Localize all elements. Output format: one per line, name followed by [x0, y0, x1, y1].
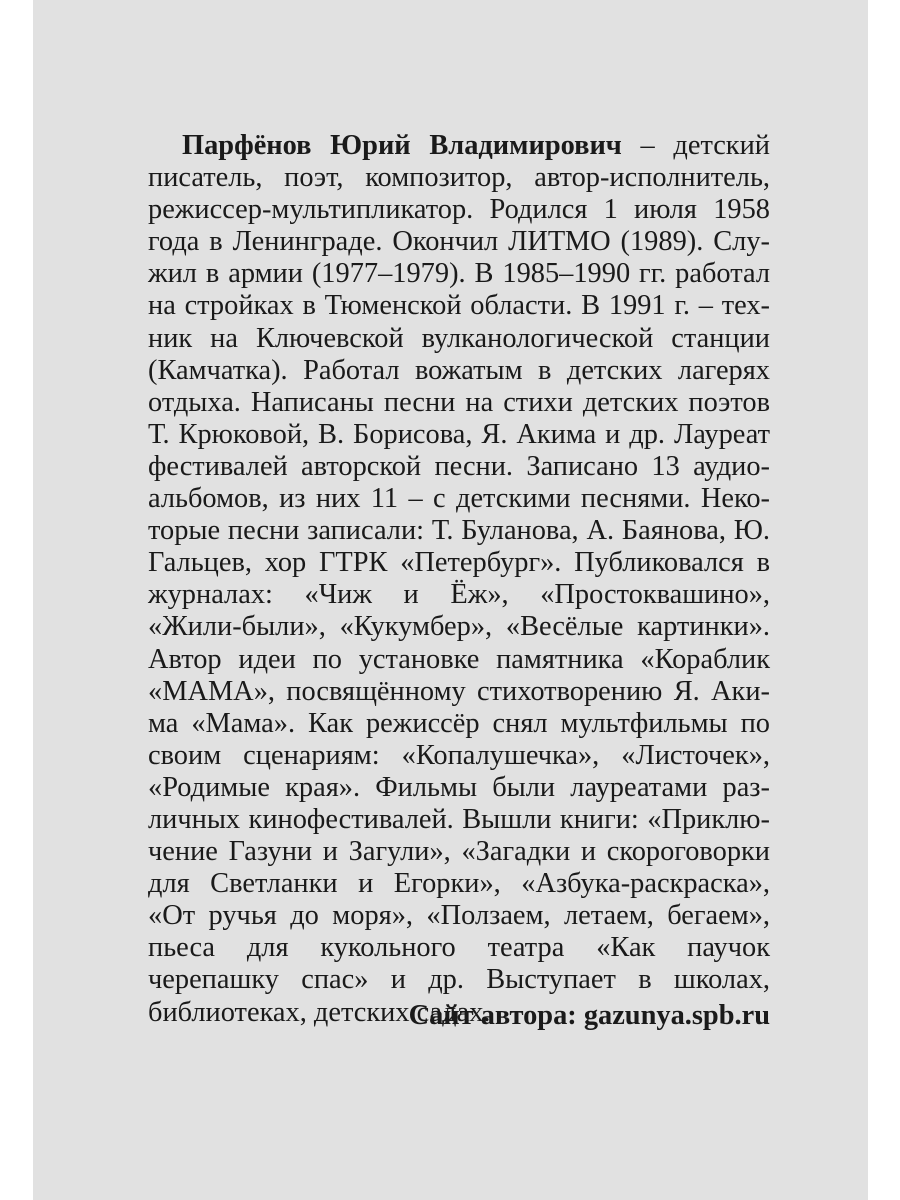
author-website: Сайт автора: gazunya.spb.ru — [408, 1000, 770, 1031]
book-page — [33, 0, 868, 1200]
author-biography — [148, 130, 770, 1029]
author-name: Парфёнов Юрий Владимирович — [182, 130, 622, 161]
biography-text: – детский писатель, поэт, композитор, автор-исполнитель, режиссер-мультипликатор. Родился 1 июля 1958 года в Ленинграде. Окончил ЛИТМО (1989). Служил в армии (1977–1979). В 1985–1990 гг. работал на стройках в Тюменской области. В 1991 г. – техник на Ключевской вулканологической станции (Камчатка). Работал вожатым в детских лагерях отдыха. Написаны песни на стихи детских поэтов Т. Крюковой, В. Борисова, Я. Акима и др. Лауреат фестивалей авторской песни. Записано 13 аудиоальбомов, из них 11 – с детскими песнями. Некоторые песни записали: Т. Буланова, А. Баянова, Ю. Гальцев, хор ГТРК «Петербург». Публиковался в журналах: «Чиж и Ёж», «Простоквашино», «Жили-были», «Кукумбер», «Весёлые картинки». Автор идеи по установке памятника «Кораблик «МАМА», посвящённому стихотворению Я. Акима «Мама». Как режиссёр снял мультфильмы по своим сценариям: «Копалушечка», «Листочек», «Родимые края». Фильмы были лауреатами различных кинофестивалей. Вышли книги: «Приключение Газуни и Загули», «Загадки и скороговорки для Светланки и Егорки», «Азбука-раскраска», «От ручья до моря», «Ползаем, летаем, бегаем», пьеса для кукольного театра «Как паучок черепашку спас» и др. Выступает в школах, библиотеках, детских садах. — [148, 130, 770, 1028]
